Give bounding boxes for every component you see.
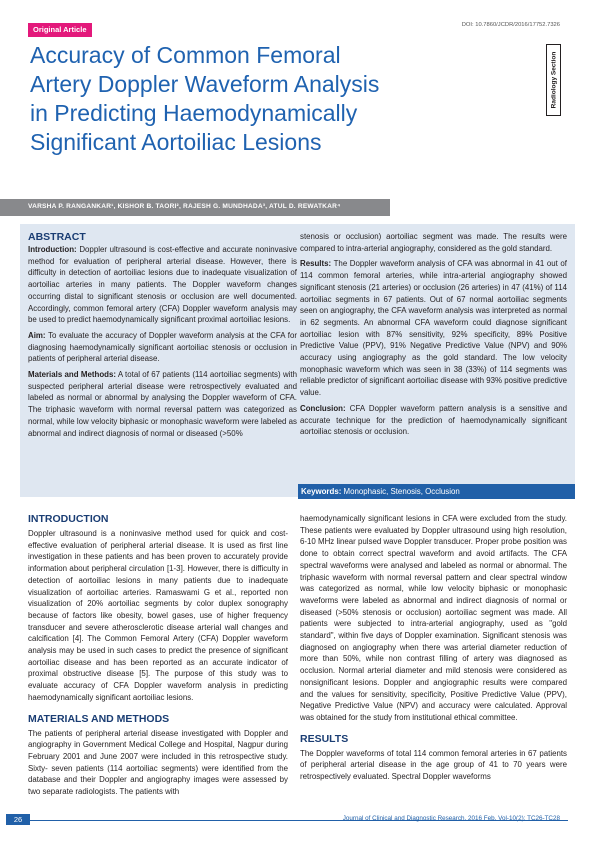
methods-heading: MATERIALS AND METHODS [28,712,170,725]
methods-text-continued: haemodynamically significant lesions in CFA were excluded from the study. These patients were evaluated by Doppler ultrasound using high resolution, 6-10 MHz linear pulsed wave Doppler transducer. Proper probe position was done to obtain correct spectral waveform and avoid artifacts. The CFA spectral waveforms were analysed and labeled as normal or abnormal. The triphasic waveform with normal reversal pattern and clear spectral window was categorized as normal, while low velocity biphasic or monophasic waveforms were labeled as abnormal and indirect diagnosis of normal or diseased (>50% stenosis or occlusion) aortoiliac segment was made. All patients were subjected to intra-arterial angiography, used as "gold standard", within five days of Doppler examination. Significant stenosis was diagnosed on angiography when there was arterial diameter reduction of more than 50%, while non contrast filling of artery was diagnosed as occlusion. Normal arterial diameter and mild stenosis were considered as nonsignificant lesions. Doppler and angiographic results were compared and the values for sensitivity, specificity, Positive Predictive Value (PPV), Negative Predictive Value (NPV) and accuracy were calculated. Approval was obtained for the study from institutional ethical committee. [300,514,567,722]
body-left-column [28,513,288,798]
intro-text: Doppler ultrasound is cost-effective and accurate noninvasive method for evaluation of peripheral arterial disease. However, there is difficulty in detection of aortoiliac lesions due to inadequate visualization of aortoiliac arteries in many patients. The Doppler waveform changes occurring distal to significant stenosis or occlusion are well documented. Accordingly, common femoral artery (CFA) Doppler waveform analysis may be used to predict haemodynamically significant proximal aortoiliac lesions. [28,245,298,325]
title-line: Artery Doppler Waveform Analysis [30,71,380,97]
section-tab [546,44,561,116]
authors-bar [0,199,390,216]
article-title [30,41,500,157]
abstract-right-column [300,231,567,442]
abstract-aim [28,330,297,365]
methods-text: The patients of peripheral arterial disease investigated with Doppler and angiography in Government Medical College and Hospital, Nagpur during February 2001 and June 2007 were included in this retrospective study. Sixty- seven patients (114 aortoiliac segments) were identified from the database and their Doppler and angiography images were assessed by two separate radiologists. The patients with [28,728,288,797]
results-label: Results: [300,259,332,269]
methods-continued: stenosis or occlusion) aortoiliac segment was made. The results were compared to intra-arterial angiography, considered as the gold standard. [300,232,567,253]
aim-text: To evaluate the accuracy of Doppler waveform analysis at the CFA for diagnosing haemodynamically significant aortoiliac stenosis or occlusion in patients of peripheral arterial disease. [28,330,297,364]
article-type-badge: Original Article [28,23,92,37]
abstract-heading: ABSTRACT [28,231,86,243]
results-text: The Doppler waveform analysis of CFA was abnormal in 41 out of 114 common femoral arteries, while intra-arterial angiography showed significant stenosis (21 arteries) or occlusion (26 arteries) in 47 (41%) of 114 aortoiliac segments in 67 patients. Out of 67 normal aortoiliac segments seen on angiography, the CFA waveform analysis was interpreted as normal in 62 segments. An abnormal CFA waveform could diagnose significant aortoiliac lesion with 87% sensitivity, 92% specificity, 89% Positive Predictive Value (PPV), 91% Negative Predictive Value (NPV) and 90% accuracy using angiography as the gold standard. The low velocity monophasic waveform which was seen in 38 (33%) of 114 segments was reliable predictor of significant aortoiliac disease with 93% positive predictive value. [300,259,567,398]
intro-label: Introduction: [28,245,77,254]
keywords-label: Keywords: [301,487,342,496]
methods-label: Materials and Methods: [28,370,116,380]
results-heading: RESULTS [300,732,349,745]
authors-list: VARSHA P. RANGANKAR¹, KISHOR B. TAORI², RAJESH G. MUNDHADA³, ATUL D. REWATKAR⁴ [28,203,341,210]
title-line: Accuracy of Common Femoral [30,42,341,68]
section-label: Radiology Section [550,51,557,109]
abstract-methods [28,369,297,439]
page-number: 26 [6,814,30,825]
aim-label: Aim: [28,330,46,340]
keywords-text: Monophasic, Stenosis, Occlusion [343,487,460,496]
body-right-column [300,513,567,783]
introduction-heading: INTRODUCTION [28,513,109,525]
methods-text: A total of 67 patients (114 aortoiliac segments) with suspected peripheral arterial disease were retrospectively evaluated and labeled as normal or abnormal by analysing the Doppler waveform of CFA. The triphasic waveform with normal reversal pattern was categorized as normal, while low velocity biphasic or monophasic waveform were labeled as abnormal and indirect diagnosis of normal or diseased (>50% [28,370,297,438]
abstract-conclusion [300,403,567,438]
abstract-results [300,258,567,398]
journal-citation: Journal of Clinical and Diagnostic Research. 2016 Feb, Vol-10(2): TC26-TC28 [342,815,560,822]
abstract-left-column [28,244,297,443]
introduction-text: Doppler ultrasound is a noninvasive method used for quick and cost-effective evaluation of peripheral arterial disease. It is used as first line investigation in these patients and has been proven to accurately provide information about peripheral circulation [1-3]. However, there is difficulty in detection of aortoiliac lesions in many patients due to inadequate visualization of aortoiliac arteries. Ramaswami G et al., reported non visualization of 20% aortoiliac segments by color duplex sonography because of factors like obesity, bowel gases, use of higher frequency transducer and severe atherosclerotic disease arterial wall changes and calcification [4]. The Common Femoral Artery (CFA) Doppler waveform analysis may be used in such cases to predict the presence of significant aortoiliac disease and has been reported as an accurate indicator of proximal obstructive disease [5]. The purpose of this study was to evaluate accuracy of CFA Doppler waveform analysis in predicting haemodynamically significant aortoiliac lesions. [28,529,288,702]
abstract-introduction [28,244,297,326]
title-line: Significant Aortoiliac Lesions [30,129,322,155]
conclusion-label: Conclusion: [300,403,346,413]
doi-text[interactable]: DOI: 10.7860/JCDR/2016/17752.7326 [461,22,560,28]
results-text: The Doppler waveforms of total 114 common femoral arteries in 67 patients of peripheral arterial disease in the age group of 41 to 70 years were retrospectively evaluated. Spectral Doppler waveforms [300,748,567,782]
keywords-bar [298,484,575,499]
title-line: in Predicting Haemodynamically [30,100,358,126]
conclusion-text: CFA Doppler waveform pattern analysis is a sensitive and accurate technique for the prediction of haemodynamically significant aortoiliac stenosis or occlusion. [300,403,567,437]
